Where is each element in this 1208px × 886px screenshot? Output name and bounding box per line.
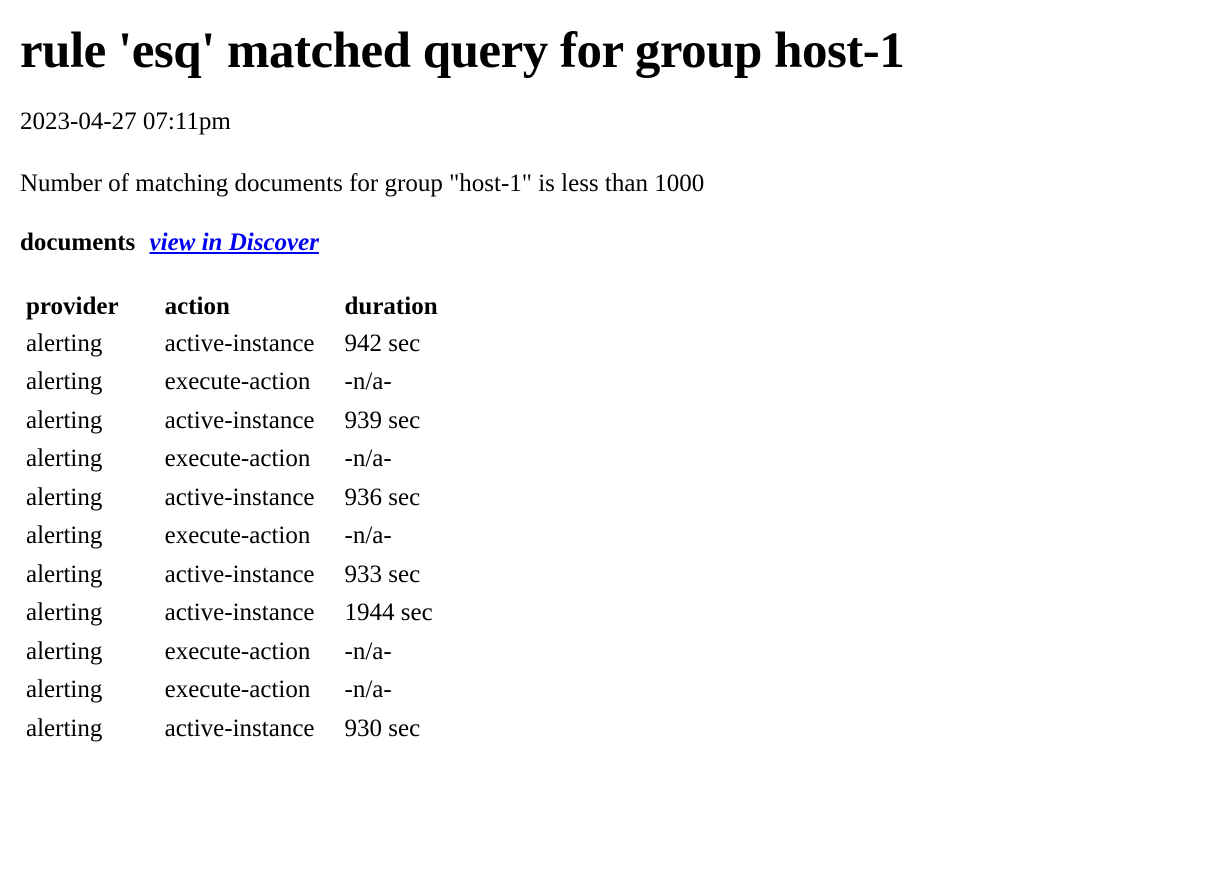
table-row [26,521,462,560]
cell-provider: alerting [26,483,103,511]
cell-duration: 939 sec [344,406,421,434]
cell-duration: -n/a- [344,368,392,396]
cell-action: execute-action [164,637,311,665]
cell-provider: alerting [26,637,103,665]
cell-action: active-instance [164,714,315,742]
cell-provider: alerting [26,676,103,704]
cell-provider: alerting [26,560,103,588]
documents-row [20,229,1188,257]
cell-duration: -n/a- [344,522,392,550]
table-row [26,367,462,406]
cell-action: active-instance [164,406,315,434]
view-in-discover-link[interactable]: view in Discover [149,228,319,256]
cell-duration: -n/a- [344,637,392,665]
documents-label: documents [20,228,136,256]
column-header-action: action [164,292,230,320]
cell-duration: 933 sec [344,560,421,588]
cell-action: execute-action [164,522,311,550]
table-row [26,483,462,522]
table-row [26,329,462,368]
table-row [26,714,462,753]
cell-duration: 1944 sec [344,599,433,627]
cell-action: active-instance [164,483,315,511]
table-row [26,560,462,599]
events-table [26,293,462,753]
cell-duration: 942 sec [344,329,421,357]
column-header-provider: provider [26,292,119,320]
cell-duration: -n/a- [344,676,392,704]
cell-provider: alerting [26,329,103,357]
cell-provider: alerting [26,522,103,550]
summary-text: Number of matching documents for group "host-1" is less than 1000 [20,169,705,197]
cell-action: execute-action [164,368,311,396]
cell-action: active-instance [164,560,315,588]
table-row [26,444,462,483]
cell-provider: alerting [26,599,103,627]
table-row [26,675,462,714]
cell-provider: alerting [26,714,103,742]
table-header-row [26,293,462,329]
cell-duration: -n/a- [344,445,392,473]
cell-duration: 936 sec [344,483,421,511]
cell-action: execute-action [164,445,311,473]
table-row [26,598,462,637]
table-row [26,406,462,445]
cell-provider: alerting [26,406,103,434]
cell-provider: alerting [26,445,103,473]
page-title: rule 'esq' matched query for group host-1 [20,23,905,79]
cell-action: execute-action [164,676,311,704]
cell-action: active-instance [164,599,315,627]
cell-duration: 930 sec [344,714,421,742]
cell-action: active-instance [164,329,315,357]
table-row [26,637,462,676]
cell-provider: alerting [26,368,103,396]
timestamp: 2023-04-27 07:11pm [20,107,231,135]
column-header-duration: duration [344,292,438,320]
